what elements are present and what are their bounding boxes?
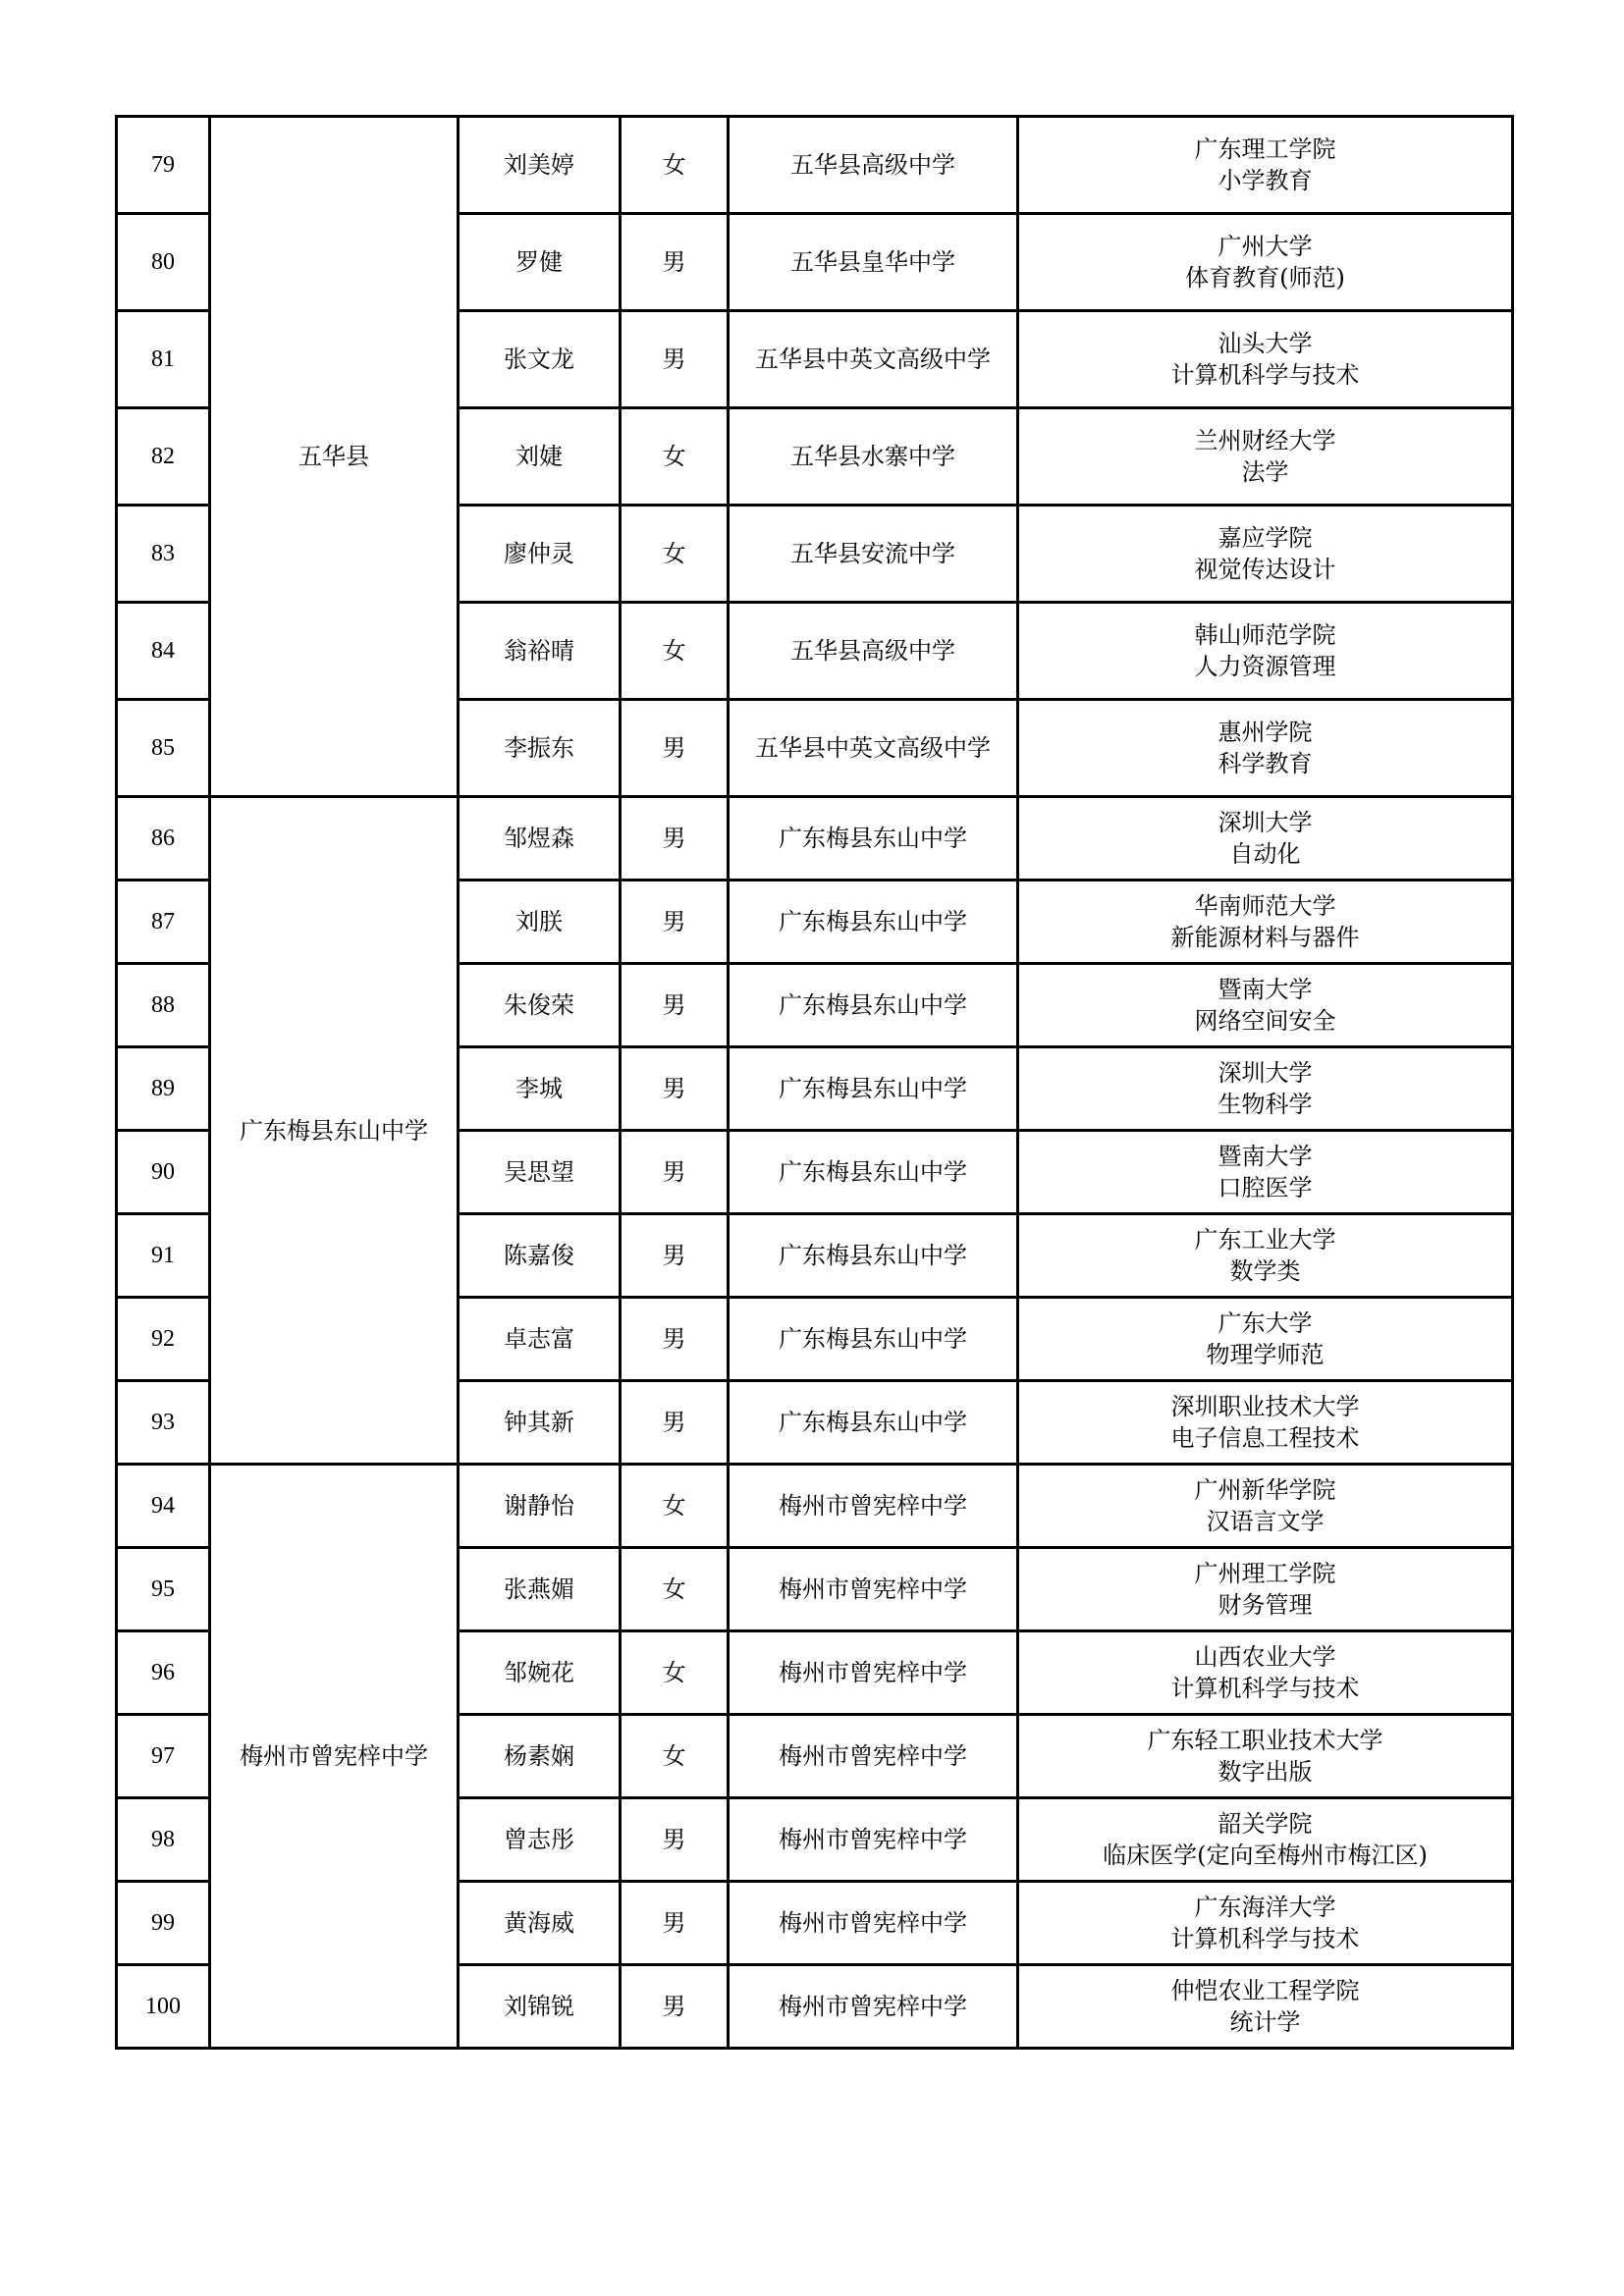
student-name-cell: 谢静怡 [459, 1465, 621, 1548]
university-name: 韩山师范学院 [1194, 621, 1336, 649]
major-name: 计算机科学与技术 [1170, 1925, 1360, 1952]
high-school-cell: 梅州市曾宪梓中学 [729, 1715, 1018, 1798]
student-name-cell: 张文龙 [459, 311, 621, 408]
university-name: 广州新华学院 [1194, 1476, 1336, 1504]
gender-cell: 男 [621, 1965, 729, 2049]
major-name: 财务管理 [1218, 1591, 1313, 1619]
university-name: 嘉应学院 [1218, 524, 1313, 552]
high-school-cell: 五华县中英文高级中学 [729, 700, 1018, 797]
gender-cell: 男 [621, 1131, 729, 1214]
table-row [117, 117, 1513, 214]
row-number-cell: 86 [117, 797, 210, 881]
gender-cell: 男 [621, 1047, 729, 1131]
major-name: 计算机科学与技术 [1170, 361, 1360, 389]
major-name: 物理学师范 [1206, 1341, 1325, 1368]
major-name: 统计学 [1229, 2008, 1301, 2036]
university-name: 华南师范大学 [1194, 892, 1336, 920]
student-name-cell: 朱俊荣 [459, 964, 621, 1047]
major-name: 临床医学(定向至梅州市梅江区) [1103, 1842, 1428, 1869]
student-name-cell: 翁裕晴 [459, 603, 621, 700]
row-number-cell: 87 [117, 881, 210, 964]
university-name: 暨南大学 [1218, 976, 1313, 1003]
admission-cell [1018, 1381, 1513, 1465]
student-name-cell: 邹婉花 [459, 1631, 621, 1715]
row-number-cell: 93 [117, 1381, 210, 1465]
university-name: 广东理工学院 [1194, 135, 1336, 163]
high-school-cell: 五华县中英文高级中学 [729, 311, 1018, 408]
gender-cell: 女 [621, 1715, 729, 1798]
university-name: 仲恺农业工程学院 [1170, 1977, 1360, 2004]
student-name-cell: 钟其新 [459, 1381, 621, 1465]
row-number-cell: 85 [117, 700, 210, 797]
student-name-cell: 李城 [459, 1047, 621, 1131]
high-school-cell: 梅州市曾宪梓中学 [729, 1965, 1018, 2049]
student-name-cell: 李振东 [459, 700, 621, 797]
university-name: 汕头大学 [1218, 330, 1313, 357]
admission-roster-table [115, 115, 1514, 2050]
student-name-cell: 陈嘉俊 [459, 1214, 621, 1298]
admission-cell [1018, 700, 1513, 797]
admission-cell [1018, 1131, 1513, 1214]
high-school-cell: 广东梅县东山中学 [729, 964, 1018, 1047]
student-name-cell: 刘朕 [459, 881, 621, 964]
admission-cell [1018, 214, 1513, 311]
student-name-cell: 刘锦锐 [459, 1965, 621, 2049]
gender-cell: 男 [621, 881, 729, 964]
university-name: 惠州学院 [1218, 719, 1313, 746]
row-number-cell: 81 [117, 311, 210, 408]
row-number-cell: 100 [117, 1965, 210, 2049]
high-school-cell: 广东梅县东山中学 [729, 1298, 1018, 1381]
student-name-cell: 刘美婷 [459, 117, 621, 214]
admission-cell [1018, 1882, 1513, 1965]
admission-cell [1018, 1047, 1513, 1131]
gender-cell: 女 [621, 1631, 729, 1715]
row-number-cell: 90 [117, 1131, 210, 1214]
gender-cell: 男 [621, 1798, 729, 1882]
university-name: 兰州财经大学 [1194, 427, 1336, 454]
major-name: 新能源材料与器件 [1170, 924, 1360, 951]
high-school-cell: 梅州市曾宪梓中学 [729, 1465, 1018, 1548]
student-name-cell: 刘婕 [459, 408, 621, 506]
admission-cell [1018, 117, 1513, 214]
gender-cell: 男 [621, 700, 729, 797]
gender-cell: 女 [621, 1465, 729, 1548]
university-name: 广东轻工职业技术大学 [1147, 1727, 1383, 1754]
university-name: 暨南大学 [1218, 1143, 1313, 1170]
student-name-cell: 吴思望 [459, 1131, 621, 1214]
admission-cell [1018, 311, 1513, 408]
admission-cell [1018, 881, 1513, 964]
high-school-cell: 五华县水寨中学 [729, 408, 1018, 506]
student-name-cell: 杨素娴 [459, 1715, 621, 1798]
gender-cell: 女 [621, 117, 729, 214]
high-school-cell: 梅州市曾宪梓中学 [729, 1631, 1018, 1715]
university-name: 广东大学 [1218, 1309, 1313, 1337]
admission-cell [1018, 1631, 1513, 1715]
university-name: 深圳大学 [1218, 1059, 1313, 1087]
high-school-cell: 五华县皇华中学 [729, 214, 1018, 311]
row-number-cell: 91 [117, 1214, 210, 1298]
gender-cell: 男 [621, 311, 729, 408]
row-number-cell: 97 [117, 1715, 210, 1798]
major-name: 汉语言文学 [1206, 1508, 1325, 1535]
major-name: 人力资源管理 [1194, 653, 1336, 680]
row-number-cell: 89 [117, 1047, 210, 1131]
high-school-cell: 广东梅县东山中学 [729, 881, 1018, 964]
row-number-cell: 99 [117, 1882, 210, 1965]
major-name: 体育教育(师范) [1185, 264, 1345, 292]
university-name: 广州大学 [1218, 233, 1313, 260]
gender-cell: 女 [621, 603, 729, 700]
student-name-cell: 卓志富 [459, 1298, 621, 1381]
admission-cell [1018, 1214, 1513, 1298]
gender-cell: 男 [621, 1882, 729, 1965]
gender-cell: 男 [621, 1214, 729, 1298]
admission-cell [1018, 603, 1513, 700]
region-cell: 梅州市曾宪梓中学 [210, 1465, 459, 2049]
high-school-cell: 五华县安流中学 [729, 506, 1018, 603]
row-number-cell: 95 [117, 1548, 210, 1631]
student-name-cell: 邹煜森 [459, 797, 621, 881]
gender-cell: 男 [621, 1381, 729, 1465]
high-school-cell: 广东梅县东山中学 [729, 797, 1018, 881]
university-name: 广东工业大学 [1194, 1226, 1336, 1254]
high-school-cell: 广东梅县东山中学 [729, 1381, 1018, 1465]
gender-cell: 男 [621, 214, 729, 311]
gender-cell: 男 [621, 797, 729, 881]
student-name-cell: 廖仲灵 [459, 506, 621, 603]
row-number-cell: 88 [117, 964, 210, 1047]
row-number-cell: 83 [117, 506, 210, 603]
major-name: 电子信息工程技术 [1170, 1424, 1360, 1452]
student-name-cell: 罗健 [459, 214, 621, 311]
admission-cell [1018, 797, 1513, 881]
row-number-cell: 98 [117, 1798, 210, 1882]
gender-cell: 女 [621, 408, 729, 506]
high-school-cell: 梅州市曾宪梓中学 [729, 1548, 1018, 1631]
student-name-cell: 张燕媚 [459, 1548, 621, 1631]
region-cell: 广东梅县东山中学 [210, 797, 459, 1465]
major-name: 计算机科学与技术 [1170, 1675, 1360, 1702]
admission-cell [1018, 964, 1513, 1047]
major-name: 法学 [1241, 458, 1289, 486]
high-school-cell: 梅州市曾宪梓中学 [729, 1798, 1018, 1882]
admission-cell [1018, 1715, 1513, 1798]
high-school-cell: 五华县高级中学 [729, 117, 1018, 214]
admission-cell [1018, 1798, 1513, 1882]
row-number-cell: 96 [117, 1631, 210, 1715]
major-name: 小学教育 [1218, 167, 1313, 194]
gender-cell: 男 [621, 1298, 729, 1381]
major-name: 科学教育 [1218, 750, 1313, 777]
university-name: 深圳职业技术大学 [1170, 1393, 1360, 1420]
university-name: 广东海洋大学 [1194, 1894, 1336, 1921]
admission-cell [1018, 1465, 1513, 1548]
high-school-cell: 广东梅县东山中学 [729, 1214, 1018, 1298]
row-number-cell: 82 [117, 408, 210, 506]
row-number-cell: 84 [117, 603, 210, 700]
admission-cell [1018, 506, 1513, 603]
admission-cell [1018, 1965, 1513, 2049]
high-school-cell: 梅州市曾宪梓中学 [729, 1882, 1018, 1965]
university-name: 韶关学院 [1218, 1810, 1313, 1838]
row-number-cell: 94 [117, 1465, 210, 1548]
major-name: 数学类 [1229, 1257, 1301, 1285]
major-name: 生物科学 [1218, 1091, 1313, 1118]
student-name-cell: 黄海威 [459, 1882, 621, 1965]
row-number-cell: 80 [117, 214, 210, 311]
high-school-cell: 五华县高级中学 [729, 603, 1018, 700]
row-number-cell: 92 [117, 1298, 210, 1381]
admission-cell [1018, 1298, 1513, 1381]
high-school-cell: 广东梅县东山中学 [729, 1131, 1018, 1214]
university-name: 广州理工学院 [1194, 1560, 1336, 1587]
major-name: 自动化 [1229, 840, 1301, 868]
major-name: 视觉传达设计 [1194, 556, 1336, 583]
region-cell: 五华县 [210, 117, 459, 797]
gender-cell: 女 [621, 1548, 729, 1631]
admission-cell [1018, 1548, 1513, 1631]
major-name: 数字出版 [1218, 1758, 1313, 1786]
table-row [117, 1465, 1513, 1548]
student-name-cell: 曾志彤 [459, 1798, 621, 1882]
gender-cell: 女 [621, 506, 729, 603]
high-school-cell: 广东梅县东山中学 [729, 1047, 1018, 1131]
university-name: 深圳大学 [1218, 809, 1313, 836]
row-number-cell: 79 [117, 117, 210, 214]
gender-cell: 男 [621, 964, 729, 1047]
major-name: 口腔医学 [1218, 1174, 1313, 1201]
major-name: 网络空间安全 [1194, 1007, 1336, 1035]
university-name: 山西农业大学 [1194, 1643, 1336, 1671]
table-row [117, 797, 1513, 881]
admission-cell [1018, 408, 1513, 506]
